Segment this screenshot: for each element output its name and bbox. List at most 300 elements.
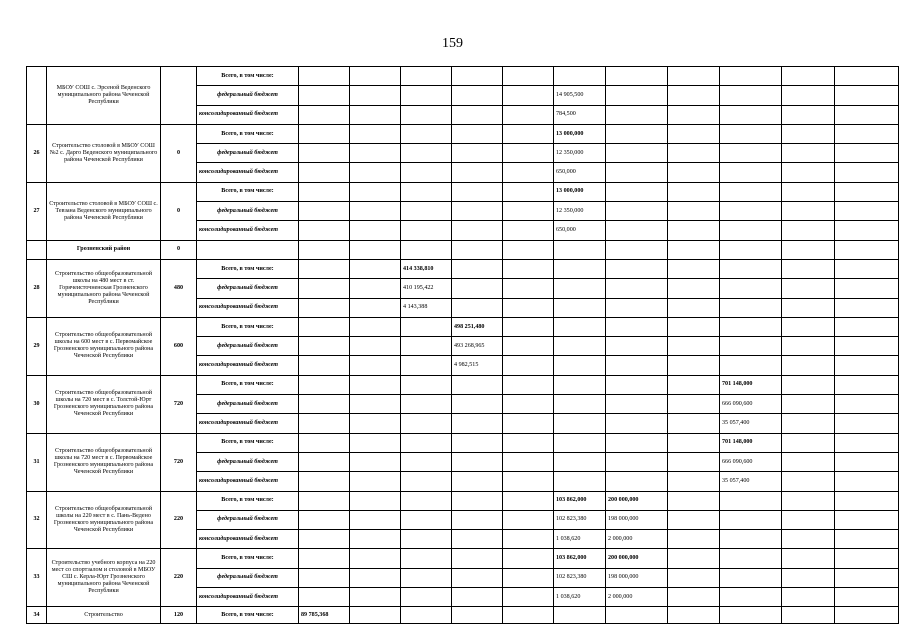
amount-cell (350, 414, 401, 433)
amount-cell (350, 337, 401, 356)
amount-cell (452, 182, 503, 201)
amount-cell (606, 182, 668, 201)
funding-source-label: федеральный бюджет (197, 568, 299, 587)
empty-cell (401, 240, 452, 259)
amount-cell (720, 317, 782, 336)
capacity: 0 (161, 124, 197, 182)
amount-cell (299, 395, 350, 414)
amount-cell (350, 67, 401, 86)
amount-cell (350, 124, 401, 143)
amount-cell (452, 549, 503, 568)
amount-cell (606, 86, 668, 105)
amount-cell (452, 298, 503, 317)
empty-cell (503, 491, 554, 510)
empty-cell (503, 221, 554, 240)
amount-cell (350, 530, 401, 549)
amount-cell (350, 472, 401, 491)
empty-cell (668, 317, 720, 336)
empty-cell (503, 202, 554, 221)
amount-cell: 35 057,400 (720, 472, 782, 491)
empty-cell (503, 86, 554, 105)
row-number: 27 (27, 182, 47, 240)
amount-cell: 12 350,000 (554, 202, 606, 221)
amount-cell (554, 414, 606, 433)
empty-cell (835, 452, 899, 471)
amount-cell (720, 337, 782, 356)
empty-cell (503, 375, 554, 394)
empty-cell (503, 279, 554, 298)
amount-cell: 200 000,000 (606, 549, 668, 568)
amount-cell (299, 124, 350, 143)
empty-cell (835, 202, 899, 221)
amount-cell (720, 530, 782, 549)
funding-source-label: федеральный бюджет (197, 144, 299, 163)
funding-source-label: консолидированный бюджет (197, 298, 299, 317)
amount-cell (606, 259, 668, 278)
amount-cell (350, 568, 401, 587)
empty-cell (503, 317, 554, 336)
capacity (161, 67, 197, 125)
object-name: Строительство общеобразовательной школы на 480 мест в ст. Горячеисточненская Грозненского муниципального района Чеченской Республики (47, 259, 161, 317)
empty-cell (668, 395, 720, 414)
amount-cell (606, 414, 668, 433)
empty-cell (668, 414, 720, 433)
empty-cell (503, 124, 554, 143)
empty-cell (835, 337, 899, 356)
row-number: 32 (27, 491, 47, 549)
amount-cell: 198 000,000 (606, 568, 668, 587)
empty-cell (668, 67, 720, 86)
amount-cell (720, 67, 782, 86)
empty-cell (668, 375, 720, 394)
empty-cell (668, 568, 720, 587)
row-number (27, 240, 47, 259)
funding-source-label: федеральный бюджет (197, 452, 299, 471)
funding-source-label: федеральный бюджет (197, 395, 299, 414)
empty-cell (835, 530, 899, 549)
empty-cell (668, 452, 720, 471)
funding-source-label: консолидированный бюджет (197, 105, 299, 124)
amount-cell (350, 356, 401, 375)
object-name: Строительство учебного корпуса на 220 мест со спортзалом и столовой в МБОУ СШ с. Керла-Юрт Грозненского муниципального района Чеченской Республики (47, 549, 161, 607)
amount-cell (452, 530, 503, 549)
funding-source-label: Всего, в том числе: (197, 317, 299, 336)
amount-cell (401, 202, 452, 221)
empty-cell (350, 240, 401, 259)
amount-cell (606, 163, 668, 182)
funding-source-label: федеральный бюджет (197, 86, 299, 105)
empty-cell (503, 414, 554, 433)
amount-cell: 12 350,000 (554, 144, 606, 163)
capacity: 0 (161, 240, 197, 259)
amount-cell (606, 317, 668, 336)
amount-cell (606, 67, 668, 86)
page-number: 159 (442, 36, 463, 51)
empty-cell (835, 568, 899, 587)
amount-cell (299, 163, 350, 182)
amount-cell (401, 510, 452, 529)
amount-cell (401, 549, 452, 568)
funding-source-label: Всего, в том числе: (197, 491, 299, 510)
amount-cell (720, 105, 782, 124)
amount-cell (452, 491, 503, 510)
amount-cell (350, 163, 401, 182)
empty-cell (835, 259, 899, 278)
funding-source-label: Всего, в том числе: (197, 124, 299, 143)
empty-cell (835, 221, 899, 240)
amount-cell (782, 124, 835, 143)
amount-cell (401, 472, 452, 491)
empty-cell (835, 298, 899, 317)
amount-cell (606, 337, 668, 356)
amount-cell (782, 279, 835, 298)
empty-cell (835, 67, 899, 86)
amount-cell (720, 221, 782, 240)
amount-cell (720, 182, 782, 201)
empty-cell (835, 375, 899, 394)
amount-cell (452, 375, 503, 394)
amount-cell (554, 259, 606, 278)
amount-cell (720, 298, 782, 317)
empty-cell (299, 240, 350, 259)
amount-cell (720, 124, 782, 143)
empty-cell (503, 568, 554, 587)
empty-cell (835, 144, 899, 163)
amount-cell (452, 259, 503, 278)
amount-cell: 13 000,000 (554, 182, 606, 201)
funding-source-label: федеральный бюджет (197, 510, 299, 529)
empty-cell (668, 279, 720, 298)
amount-cell (401, 568, 452, 587)
amount-cell (720, 568, 782, 587)
amount-cell (299, 259, 350, 278)
amount-cell: 493 268,965 (452, 337, 503, 356)
amount-cell (606, 452, 668, 471)
amount-cell (299, 491, 350, 510)
amount-cell (782, 105, 835, 124)
empty-cell (835, 472, 899, 491)
amount-cell: 35 057,400 (720, 414, 782, 433)
empty-cell (668, 607, 720, 624)
amount-cell (350, 182, 401, 201)
funding-source-label: Всего, в том числе: (197, 549, 299, 568)
empty-cell (503, 144, 554, 163)
amount-cell (720, 279, 782, 298)
amount-cell (452, 86, 503, 105)
amount-cell (782, 491, 835, 510)
budget-row (27, 549, 899, 568)
amount-cell (606, 607, 668, 624)
amount-cell (720, 163, 782, 182)
amount-cell (401, 86, 452, 105)
amount-cell (782, 375, 835, 394)
amount-cell (452, 221, 503, 240)
amount-cell (782, 452, 835, 471)
amount-cell: 1 038,620 (554, 530, 606, 549)
amount-cell (299, 144, 350, 163)
amount-cell (452, 607, 503, 624)
amount-cell (606, 356, 668, 375)
empty-cell (503, 163, 554, 182)
amount-cell (720, 607, 782, 624)
amount-cell (299, 182, 350, 201)
amount-cell (350, 279, 401, 298)
amount-cell (782, 337, 835, 356)
empty-cell (503, 298, 554, 317)
empty-cell (606, 240, 668, 259)
empty-cell (835, 279, 899, 298)
amount-cell (554, 298, 606, 317)
amount-cell (401, 433, 452, 452)
empty-cell (835, 491, 899, 510)
funding-source-label: консолидированный бюджет (197, 588, 299, 607)
object-name: Строительство общеобразовательной школы на 720 мест в с. Первомайское Грозненского муниципального района Чеченской Республики (47, 433, 161, 491)
empty-cell (452, 240, 503, 259)
amount-cell (299, 67, 350, 86)
amount-cell (452, 279, 503, 298)
empty-cell (503, 259, 554, 278)
funding-source-label: Всего, в том числе: (197, 607, 299, 624)
amount-cell (452, 163, 503, 182)
empty-cell (668, 491, 720, 510)
amount-cell (350, 317, 401, 336)
amount-cell (299, 298, 350, 317)
budget-row (27, 607, 899, 624)
empty-cell (668, 530, 720, 549)
budget-row (27, 433, 899, 452)
amount-cell: 650,000 (554, 163, 606, 182)
amount-cell (299, 221, 350, 240)
amount-cell: 414 338,810 (401, 259, 452, 278)
empty-cell (668, 240, 720, 259)
funding-source-label: Всего, в том числе: (197, 67, 299, 86)
amount-cell (401, 607, 452, 624)
funding-source-label: консолидированный бюджет (197, 414, 299, 433)
amount-cell (350, 452, 401, 471)
funding-source-label: федеральный бюджет (197, 202, 299, 221)
empty-cell (668, 356, 720, 375)
amount-cell (554, 433, 606, 452)
amount-cell (782, 317, 835, 336)
amount-cell (720, 588, 782, 607)
amount-cell: 4 143,388 (401, 298, 452, 317)
amount-cell (782, 568, 835, 587)
amount-cell (350, 491, 401, 510)
object-name: Строительство столовой в МБОУ СОШ №2 с. Дарго Веденского муниципального района Чеченской Республики (47, 124, 161, 182)
amount-cell (782, 163, 835, 182)
amount-cell (452, 472, 503, 491)
amount-cell: 200 000,000 (606, 491, 668, 510)
funding-source-label: консолидированный бюджет (197, 163, 299, 182)
row-number: 31 (27, 433, 47, 491)
amount-cell (299, 452, 350, 471)
amount-cell (720, 491, 782, 510)
amount-cell (606, 105, 668, 124)
amount-cell: 89 785,368 (299, 607, 350, 624)
amount-cell (720, 549, 782, 568)
capacity: 220 (161, 549, 197, 607)
object-name: Строительство общеобразовательной школы на 220 мест в с. Пань-Ведено Грозненского муниципального района Чеченской Республики (47, 491, 161, 549)
empty-cell (503, 549, 554, 568)
row-number: 33 (27, 549, 47, 607)
empty-cell (782, 240, 835, 259)
amount-cell (782, 67, 835, 86)
amount-cell (401, 144, 452, 163)
amount-cell (401, 356, 452, 375)
amount-cell (554, 375, 606, 394)
empty-cell (668, 259, 720, 278)
amount-cell (782, 144, 835, 163)
district-row (27, 240, 899, 259)
empty-cell (668, 510, 720, 529)
funding-source-label: консолидированный бюджет (197, 530, 299, 549)
budget-table (26, 66, 899, 624)
budget-row (27, 124, 899, 143)
capacity: 600 (161, 317, 197, 375)
amount-cell (299, 105, 350, 124)
empty-cell (503, 607, 554, 624)
amount-cell (452, 510, 503, 529)
amount-cell (452, 588, 503, 607)
amount-cell (299, 337, 350, 356)
amount-cell (554, 607, 606, 624)
amount-cell (782, 182, 835, 201)
amount-cell (350, 433, 401, 452)
empty-cell (503, 395, 554, 414)
amount-cell (606, 395, 668, 414)
amount-cell (452, 433, 503, 452)
amount-cell (401, 452, 452, 471)
amount-cell (720, 259, 782, 278)
empty-cell (668, 86, 720, 105)
amount-cell (299, 375, 350, 394)
empty-cell (668, 433, 720, 452)
row-number: 29 (27, 317, 47, 375)
amount-cell (720, 356, 782, 375)
amount-cell (401, 395, 452, 414)
empty-cell (835, 86, 899, 105)
amount-cell (401, 337, 452, 356)
empty-cell (835, 317, 899, 336)
amount-cell (401, 530, 452, 549)
object-name: Строительство столовой в МБОУ СОШ с. Тевзана Веденского муниципального района Чеченской Республики (47, 182, 161, 240)
amount-cell (452, 202, 503, 221)
amount-cell (782, 433, 835, 452)
budget-row (27, 182, 899, 201)
empty-cell (503, 452, 554, 471)
empty-cell (503, 472, 554, 491)
empty-cell (835, 395, 899, 414)
amount-cell (350, 202, 401, 221)
empty-cell (668, 588, 720, 607)
amount-cell (606, 375, 668, 394)
amount-cell (401, 163, 452, 182)
amount-cell (554, 279, 606, 298)
amount-cell (299, 472, 350, 491)
empty-cell (503, 182, 554, 201)
funding-source-label: Всего, в том числе: (197, 433, 299, 452)
row-number: 30 (27, 375, 47, 433)
amount-cell (452, 452, 503, 471)
budget-row (27, 317, 899, 336)
amount-cell (782, 259, 835, 278)
amount-cell (782, 221, 835, 240)
amount-cell (350, 105, 401, 124)
amount-cell (299, 549, 350, 568)
amount-cell: 13 000,000 (554, 124, 606, 143)
empty-cell (503, 588, 554, 607)
amount-cell (606, 124, 668, 143)
empty-cell (835, 414, 899, 433)
amount-cell (350, 375, 401, 394)
empty-cell (835, 549, 899, 568)
amount-cell (350, 86, 401, 105)
amount-cell (299, 568, 350, 587)
capacity: 120 (161, 607, 197, 624)
amount-cell: 103 862,000 (554, 491, 606, 510)
object-name: Строительство общеобразовательной школы на 600 мест в с. Первомайское Грозненского муниципального района Чеченской Республики (47, 317, 161, 375)
amount-cell (299, 279, 350, 298)
empty-cell (668, 202, 720, 221)
funding-source-label: консолидированный бюджет (197, 356, 299, 375)
amount-cell: 666 090,600 (720, 452, 782, 471)
amount-cell (782, 472, 835, 491)
capacity: 0 (161, 182, 197, 240)
amount-cell (782, 298, 835, 317)
amount-cell (782, 356, 835, 375)
amount-cell: 198 000,000 (606, 510, 668, 529)
funding-source-label: Всего, в том числе: (197, 259, 299, 278)
row-number: 26 (27, 124, 47, 182)
amount-cell: 1 038,620 (554, 588, 606, 607)
amount-cell: 784,500 (554, 105, 606, 124)
amount-cell (452, 395, 503, 414)
amount-cell (401, 182, 452, 201)
amount-cell (720, 86, 782, 105)
amount-cell (299, 414, 350, 433)
amount-cell (401, 124, 452, 143)
amount-cell: 498 251,480 (452, 317, 503, 336)
amount-cell (299, 530, 350, 549)
amount-cell: 2 000,000 (606, 530, 668, 549)
budget-row (27, 259, 899, 278)
empty-cell (503, 433, 554, 452)
amount-cell (299, 510, 350, 529)
empty-cell (668, 337, 720, 356)
amount-cell (452, 568, 503, 587)
amount-cell (401, 105, 452, 124)
amount-cell (782, 86, 835, 105)
empty-cell (668, 105, 720, 124)
amount-cell: 4 982,515 (452, 356, 503, 375)
amount-cell (606, 298, 668, 317)
amount-cell (350, 607, 401, 624)
amount-cell (782, 549, 835, 568)
object-name: Грозненский район (47, 240, 161, 259)
amount-cell (720, 510, 782, 529)
empty-cell (503, 105, 554, 124)
object-name: МБОУ СОШ с. Эрсеной Веденского муниципального района Чеченской Республики (47, 67, 161, 125)
amount-cell (350, 395, 401, 414)
empty-cell (668, 124, 720, 143)
amount-cell (350, 298, 401, 317)
empty-cell (668, 182, 720, 201)
amount-cell: 2 000,000 (606, 588, 668, 607)
amount-cell: 102 823,380 (554, 510, 606, 529)
row-number (27, 67, 47, 125)
amount-cell: 102 823,380 (554, 568, 606, 587)
budget-row (27, 67, 899, 86)
